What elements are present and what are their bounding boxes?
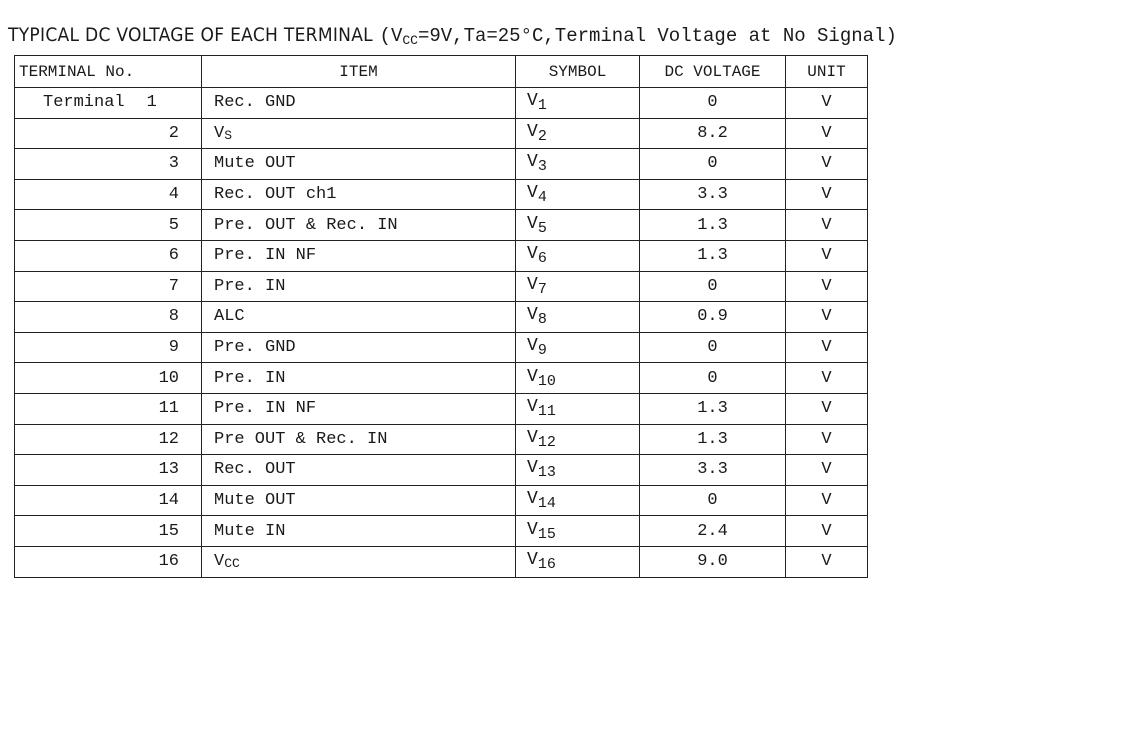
- table-row: [15, 393, 868, 424]
- item-label: Mute IN: [214, 521, 286, 541]
- symbol-base: V: [527, 489, 538, 510]
- table-row: [15, 455, 868, 486]
- table-row: [15, 485, 868, 516]
- item-cell: [202, 88, 516, 119]
- symbol-subscript: 16: [537, 556, 556, 574]
- symbol-cell: [516, 363, 640, 394]
- item-cell: [202, 424, 516, 455]
- symbol-base: V: [527, 550, 538, 571]
- table-row: [15, 210, 868, 241]
- terminal-number-cell: [15, 332, 202, 363]
- symbol-base: V: [527, 366, 538, 387]
- terminal-number-cell: [15, 271, 202, 302]
- item-label: Rec. GND: [214, 93, 296, 113]
- item-subscript: CC: [224, 556, 240, 572]
- symbol-cell: [516, 485, 640, 516]
- terminal-number: 14: [158, 491, 179, 511]
- item-label: ALC: [214, 307, 245, 327]
- unit-cell: V: [786, 455, 868, 486]
- terminal-number-cell: [15, 485, 202, 516]
- item-cell: [202, 271, 516, 302]
- symbol-base: V: [527, 244, 538, 265]
- dc-voltage-cell: 0: [640, 149, 786, 180]
- item-label: Pre. IN NF: [214, 399, 317, 419]
- symbol-cell: [516, 332, 640, 363]
- item-label: Pre. IN: [214, 276, 286, 296]
- symbol-cell: [516, 546, 640, 577]
- item-cell: [202, 546, 516, 577]
- symbol-base: V: [527, 91, 538, 112]
- terminal-number: 6: [168, 246, 179, 266]
- unit-cell: V: [786, 302, 868, 333]
- symbol-cell: [516, 302, 640, 333]
- symbol-subscript: 15: [537, 525, 556, 543]
- dc-voltage-cell: 1.3: [640, 210, 786, 241]
- unit-cell: V: [786, 179, 868, 210]
- item-cell: [202, 455, 516, 486]
- dc-voltage-cell: 0.9: [640, 302, 786, 333]
- item-label: Pre OUT & Rec. IN: [214, 429, 388, 449]
- symbol-cell: [516, 516, 640, 547]
- item-label: Pre. OUT & Rec. IN: [214, 215, 398, 235]
- table-row: [15, 240, 868, 271]
- symbol-subscript: 3: [537, 158, 547, 176]
- symbol-cell: [516, 118, 640, 149]
- terminal-number-cell: [15, 516, 202, 547]
- header-item: ITEM: [202, 56, 516, 88]
- table-row: [15, 179, 868, 210]
- item-label: Pre. IN: [214, 368, 286, 388]
- item-label: Mute OUT: [214, 491, 296, 511]
- terminal-prefix: Terminal: [43, 93, 125, 113]
- terminal-number: 15: [158, 521, 179, 541]
- table-row: [15, 302, 868, 333]
- symbol-cell: [516, 179, 640, 210]
- item-cell: [202, 332, 516, 363]
- table-title: [8, 24, 897, 48]
- terminal-number: 5: [168, 215, 179, 235]
- terminal-number-cell: [15, 302, 202, 333]
- terminal-number-cell: [15, 455, 202, 486]
- symbol-cell: [516, 149, 640, 180]
- symbol-base: V: [527, 121, 538, 142]
- dc-voltage-cell: 2.4: [640, 516, 786, 547]
- dc-voltage-cell: 3.3: [640, 179, 786, 210]
- terminal-number: 11: [158, 399, 179, 419]
- dc-voltage-cell: 8.2: [640, 118, 786, 149]
- terminal-number: 7: [168, 276, 179, 296]
- dc-voltage-cell: 0: [640, 271, 786, 302]
- terminal-number-cell: [15, 88, 202, 119]
- terminal-number-cell: [15, 149, 202, 180]
- symbol-base: V: [527, 183, 538, 204]
- header-row: [15, 56, 868, 88]
- dc-voltage-cell: 1.3: [640, 393, 786, 424]
- dc-voltage-cell: 0: [640, 88, 786, 119]
- table-body: [15, 88, 868, 578]
- item-cell: [202, 485, 516, 516]
- terminal-number: 1: [146, 93, 157, 113]
- terminal-number: 9: [168, 338, 179, 358]
- terminal-number-cell: [15, 118, 202, 149]
- dc-voltage-cell: 3.3: [640, 455, 786, 486]
- symbol-base: V: [527, 336, 538, 357]
- item-label: Rec. OUT ch1: [214, 185, 337, 205]
- unit-cell: V: [786, 516, 868, 547]
- dc-voltage-cell: 9.0: [640, 546, 786, 577]
- symbol-subscript: 13: [537, 464, 556, 482]
- table-row: [15, 88, 868, 119]
- symbol-cell: [516, 393, 640, 424]
- symbol-base: V: [527, 427, 538, 448]
- terminal-number-cell: [15, 210, 202, 241]
- symbol-subscript: 7: [537, 280, 547, 298]
- symbol-subscript: 2: [537, 127, 547, 145]
- table-row: [15, 424, 868, 455]
- unit-cell: V: [786, 210, 868, 241]
- unit-cell: V: [786, 485, 868, 516]
- terminal-voltage-table: [14, 55, 868, 578]
- terminal-number: 4: [168, 185, 179, 205]
- symbol-cell: [516, 88, 640, 119]
- table-row: [15, 546, 868, 577]
- item-subscript: S: [224, 127, 233, 143]
- title-main: TYPICAL DC VOLTAGE OF EACH TERMINAL: [8, 24, 373, 46]
- symbol-subscript: 10: [537, 372, 556, 390]
- item-cell: [202, 179, 516, 210]
- terminal-number: 13: [158, 460, 179, 480]
- table-row: [15, 118, 868, 149]
- unit-cell: V: [786, 118, 868, 149]
- unit-cell: V: [786, 149, 868, 180]
- item-cell: [202, 118, 516, 149]
- dc-voltage-cell: 1.3: [640, 424, 786, 455]
- symbol-subscript: 6: [537, 250, 547, 268]
- symbol-cell: [516, 240, 640, 271]
- item-cell: [202, 516, 516, 547]
- symbol-base: V: [527, 305, 538, 326]
- symbol-cell: [516, 210, 640, 241]
- unit-cell: V: [786, 271, 868, 302]
- terminal-number: 12: [158, 429, 179, 449]
- symbol-base: V: [527, 213, 538, 234]
- item-label: Mute OUT: [214, 154, 296, 174]
- header-dc-voltage: DC VOLTAGE: [640, 56, 786, 88]
- symbol-subscript: 12: [537, 433, 556, 451]
- unit-cell: V: [786, 240, 868, 271]
- table-row: [15, 332, 868, 363]
- table-row: [15, 149, 868, 180]
- item-label: Pre. GND: [214, 338, 296, 358]
- table-row: [15, 271, 868, 302]
- symbol-subscript: 8: [537, 311, 547, 329]
- symbol-base: V: [527, 397, 538, 418]
- dc-voltage-cell: 1.3: [640, 240, 786, 271]
- dc-voltage-cell: 0: [640, 332, 786, 363]
- header-terminal-no: TERMINAL No.: [15, 56, 202, 88]
- symbol-base: V: [527, 274, 538, 295]
- symbol-subscript: 14: [537, 495, 556, 513]
- terminal-number: 8: [168, 307, 179, 327]
- table-row: [15, 516, 868, 547]
- dc-voltage-cell: 0: [640, 485, 786, 516]
- symbol-base: V: [527, 519, 538, 540]
- unit-cell: V: [786, 88, 868, 119]
- symbol-subscript: 11: [537, 403, 556, 421]
- dc-voltage-cell: 0: [640, 363, 786, 394]
- item-cell: [202, 240, 516, 271]
- unit-cell: V: [786, 332, 868, 363]
- symbol-subscript: 5: [537, 219, 547, 237]
- terminal-number-cell: [15, 424, 202, 455]
- item-cell: [202, 393, 516, 424]
- header-unit: UNIT: [786, 56, 868, 88]
- symbol-subscript: 4: [537, 189, 547, 207]
- unit-cell: V: [786, 393, 868, 424]
- symbol-cell: [516, 271, 640, 302]
- item-label: Pre. IN NF: [214, 246, 317, 266]
- terminal-number-cell: [15, 363, 202, 394]
- terminal-number-cell: [15, 546, 202, 577]
- symbol-cell: [516, 455, 640, 486]
- table-row: [15, 363, 868, 394]
- item-cell: [202, 363, 516, 394]
- item-cell: [202, 302, 516, 333]
- symbol-subscript: 9: [537, 342, 547, 360]
- unit-cell: V: [786, 546, 868, 577]
- item-cell: [202, 210, 516, 241]
- header-symbol: SYMBOL: [516, 56, 640, 88]
- symbol-base: V: [527, 152, 538, 173]
- symbol-cell: [516, 424, 640, 455]
- symbol-subscript: 1: [537, 97, 547, 115]
- item-label: Rec. OUT: [214, 460, 296, 480]
- symbol-base: V: [527, 458, 538, 479]
- terminal-number: 16: [158, 552, 179, 572]
- item-label: V: [214, 123, 225, 143]
- unit-cell: V: [786, 363, 868, 394]
- item-label: V: [214, 552, 225, 572]
- unit-cell: V: [786, 424, 868, 455]
- terminal-number-cell: [15, 179, 202, 210]
- terminal-number: 2: [168, 123, 179, 143]
- terminal-number: 10: [158, 368, 179, 388]
- terminal-number-cell: [15, 240, 202, 271]
- item-cell: [202, 149, 516, 180]
- terminal-number-cell: [15, 393, 202, 424]
- terminal-number: 3: [168, 154, 179, 174]
- title-conditions: ($V_{CC}=9V,Ta=25^\circ C,Terminal$ Voltage at No Signal): [379, 25, 897, 48]
